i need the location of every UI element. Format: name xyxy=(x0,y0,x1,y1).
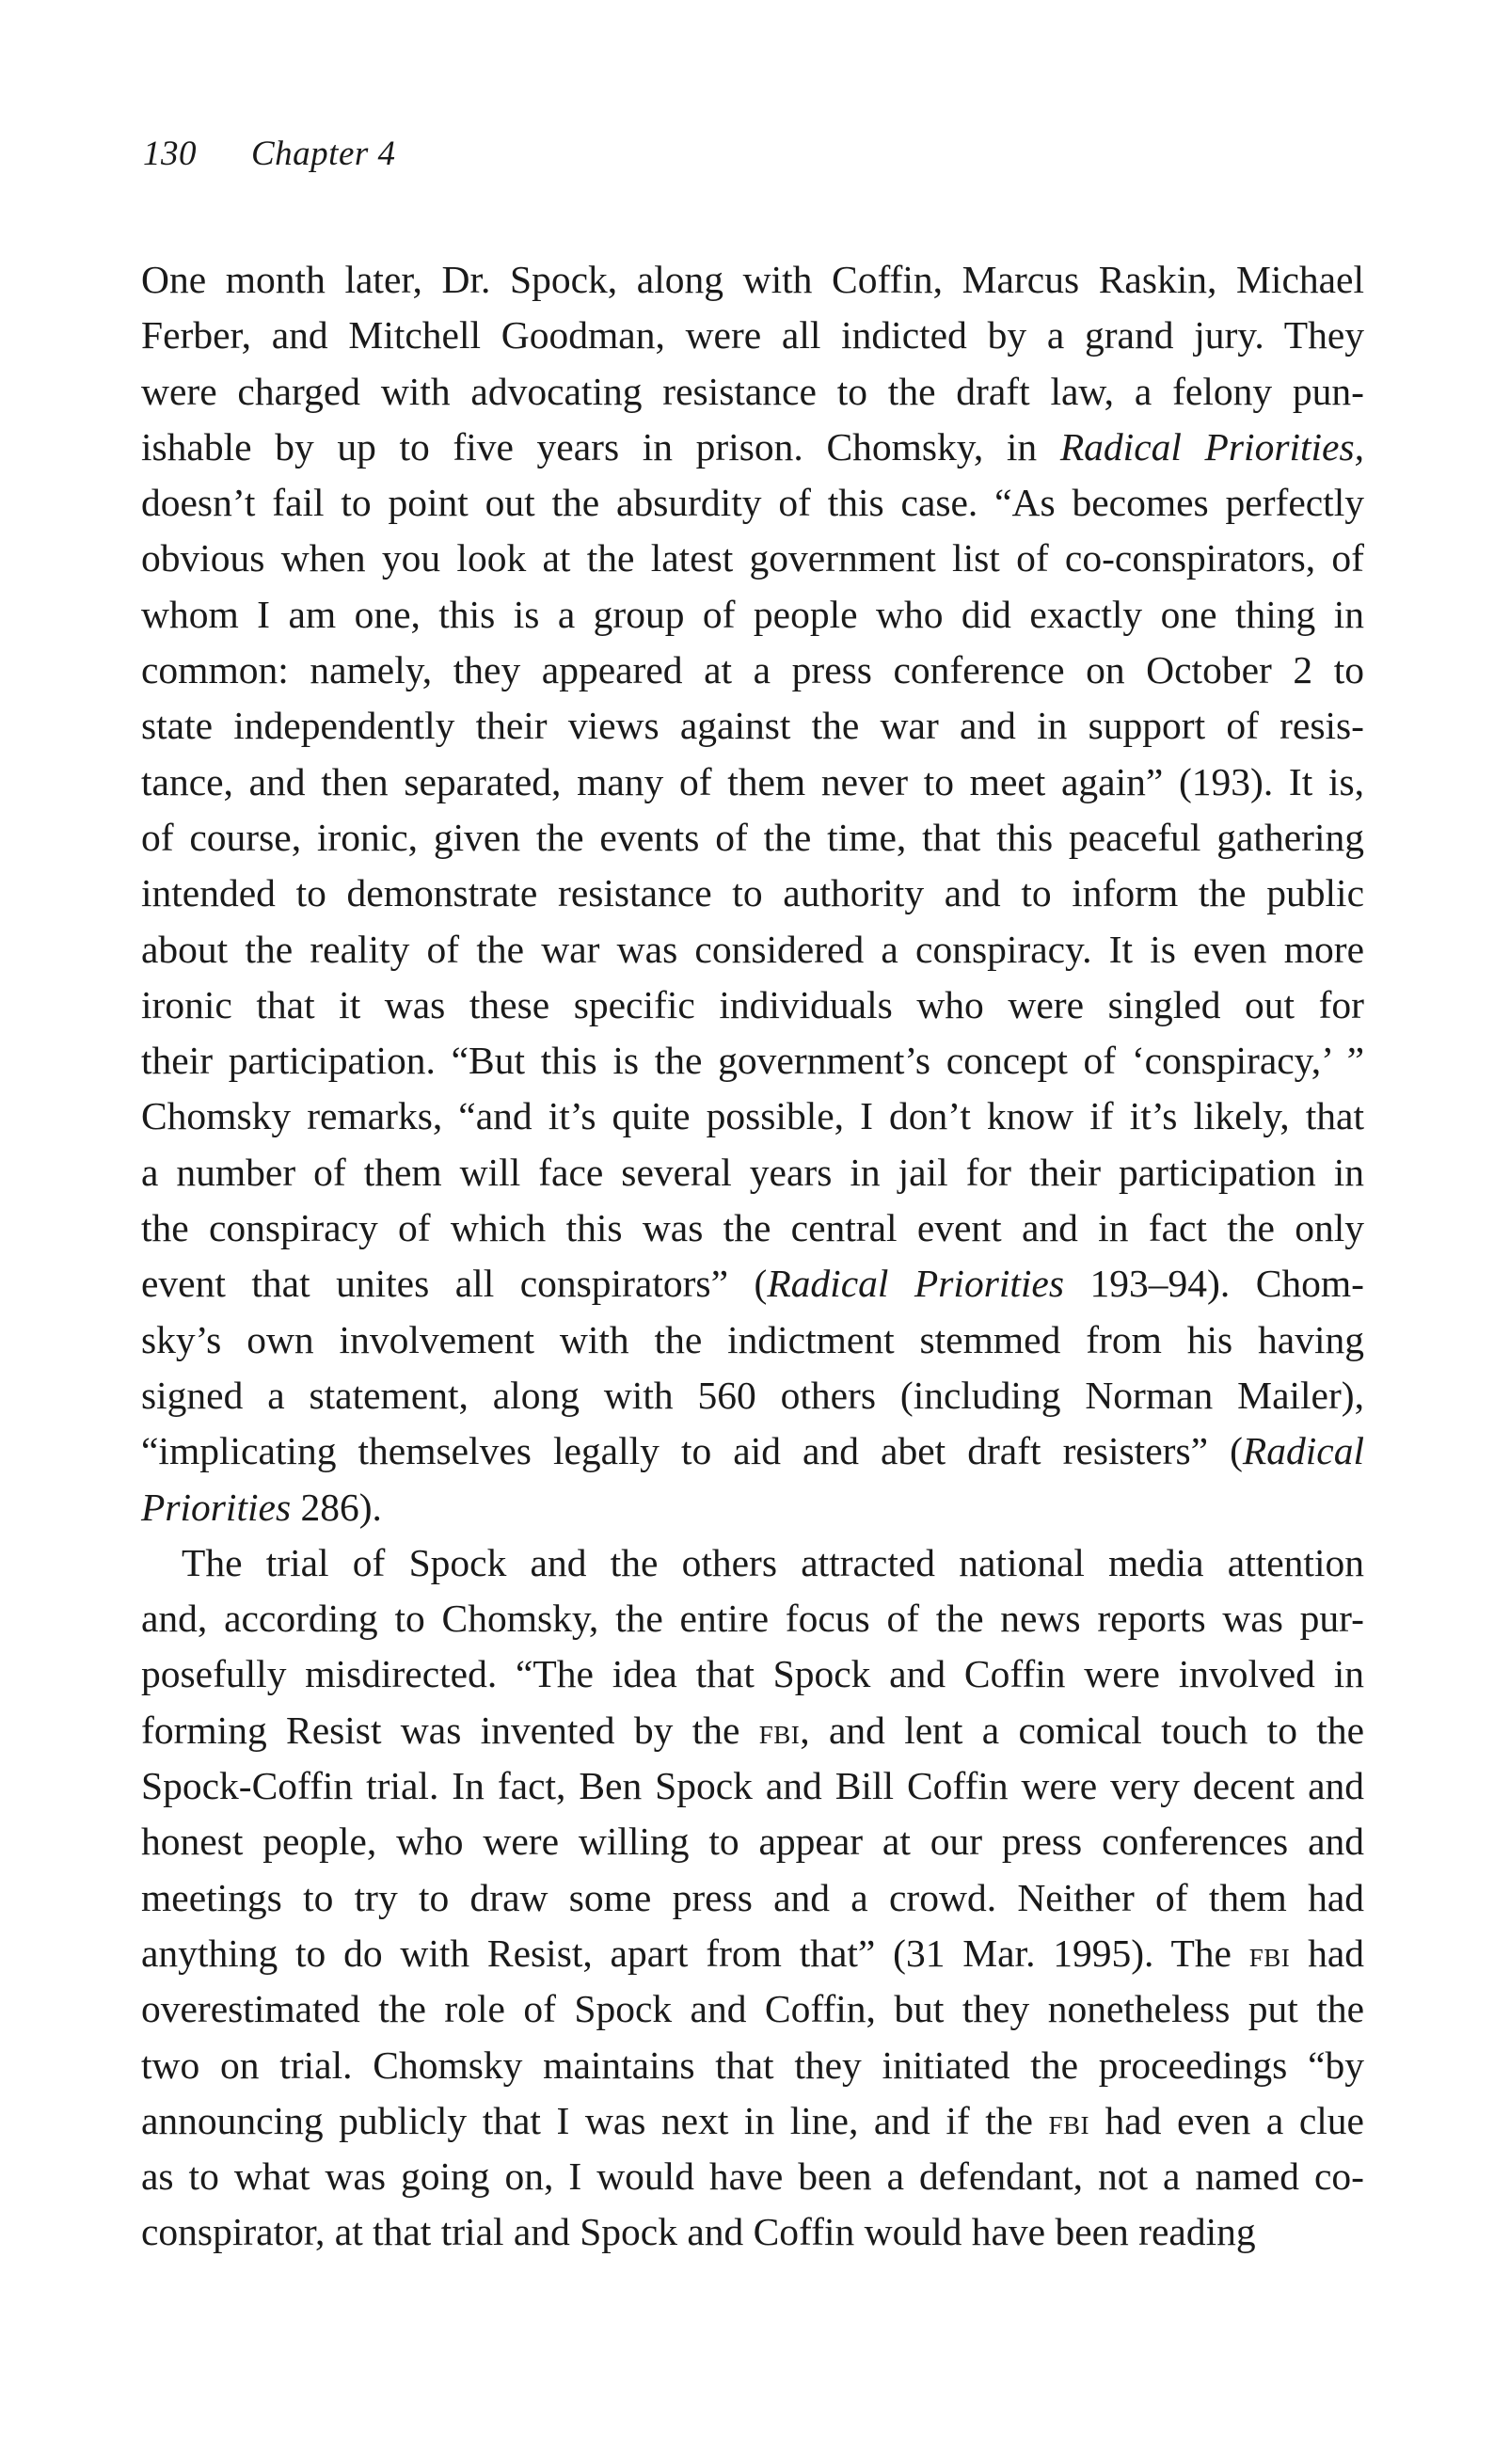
running-header xyxy=(143,134,396,174)
text-segment: intended to demonstrate resistance to authority and to inform the public xyxy=(141,871,1364,915)
text-segment: as to what was going on, I would have been a defendant, not a named co- xyxy=(141,2154,1364,2199)
running-title: Chapter 4 xyxy=(251,135,396,173)
text-segment: The trial of Spock and the others attracted national media attention xyxy=(182,1540,1364,1584)
text-line xyxy=(141,810,1364,866)
text-segment: state independently their views against the war and in support of resis- xyxy=(141,704,1364,748)
page-number: 130 xyxy=(143,135,197,173)
text-segment: of course, ironic, given the events of the time, that this peaceful gathering xyxy=(141,815,1364,859)
text-line xyxy=(141,2038,1364,2093)
text-segment: honest people, who were willing to appear at our press conferences and xyxy=(141,1820,1364,1864)
italic-text: Radical Priorities xyxy=(767,1262,1065,1306)
text-line xyxy=(141,1535,1364,1591)
italic-text: Radical Priorities, xyxy=(1059,424,1364,469)
text-line xyxy=(141,252,1364,308)
text-segment: forming Resist was invented by the xyxy=(141,1708,759,1752)
paragraph xyxy=(141,1535,1364,2261)
text-segment: a number of them will face several years in jail for their participation in xyxy=(141,1150,1364,1194)
text-line xyxy=(141,1200,1364,1256)
text-line xyxy=(141,1646,1364,1702)
text-line xyxy=(141,1814,1364,1869)
text-segment: overestimated the role of Spock and Coffin, but they nonetheless put the xyxy=(141,1987,1364,2031)
text-segment: were charged with advocating resistance to the draft law, a felony pun- xyxy=(141,369,1364,413)
text-line xyxy=(141,1480,1364,1535)
text-segment: “implicating themselves legally to aid and abet draft resisters” ( xyxy=(141,1429,1243,1473)
text-segment: their participation. “But this is the government’s concept of ‘conspiracy,’ ” xyxy=(141,1039,1364,1083)
text-segment: , and lent a comical touch to the xyxy=(800,1708,1364,1752)
text-line xyxy=(141,1256,1364,1311)
text-line xyxy=(141,475,1364,531)
text-line xyxy=(141,1089,1364,1144)
text-segment: common: namely, they appeared at a press conference on October 2 to xyxy=(141,648,1364,692)
text-line xyxy=(141,1703,1364,1758)
text-line xyxy=(141,1368,1364,1423)
text-segment: announcing publicly that I was next in line, and if the xyxy=(141,2098,1049,2142)
italic-text: Radical xyxy=(1242,1429,1364,1473)
text-line xyxy=(141,643,1364,698)
body-text xyxy=(141,252,1364,2261)
text-segment: two on trial. Chomsky maintains that they initiated the proceedings “by xyxy=(141,2043,1364,2087)
text-line xyxy=(141,866,1364,921)
text-segment: Ferber, and Mitchell Goodman, were all indicted by a grand jury. They xyxy=(141,313,1364,358)
text-line xyxy=(141,1033,1364,1089)
text-segment: tance, and then separated, many of them never to meet again” (193). It is, xyxy=(141,759,1364,803)
text-segment: the conspiracy of which this was the central event and in fact the only xyxy=(141,1206,1364,1250)
text-segment: had even a clue xyxy=(1089,2098,1364,2142)
text-line xyxy=(141,531,1364,586)
text-segment: and, according to Chomsky, the entire focus of the news reports was pur- xyxy=(141,1597,1364,1641)
text-line xyxy=(141,2093,1364,2149)
text-line xyxy=(141,1870,1364,1926)
paragraph xyxy=(141,252,1364,1535)
text-segment: anything to do with Resist, apart from that” (31 Mar. 1995). The xyxy=(141,1931,1249,1975)
small-caps-text: fbi xyxy=(758,1711,801,1752)
text-segment: had xyxy=(1290,1931,1364,1975)
text-line xyxy=(141,922,1364,978)
text-segment: 193–94). Chom- xyxy=(1064,1262,1365,1306)
text-segment: about the reality of the war was considered a conspiracy. It is even more xyxy=(141,927,1364,971)
text-segment: ironic that it was these specific individuals who were singled out for xyxy=(141,982,1364,1026)
text-line xyxy=(141,1312,1364,1368)
text-segment: whom I am one, this is a group of people who did exactly one thing in xyxy=(141,592,1364,636)
text-line xyxy=(141,698,1364,754)
text-line xyxy=(141,978,1364,1033)
text-segment: Chomsky remarks, “and it’s quite possible, I don’t know if it’s likely, that xyxy=(141,1094,1364,1138)
text-segment: doesn’t fail to point out the absurdity of this case. “As becomes perfectly xyxy=(141,481,1364,525)
text-line xyxy=(141,364,1364,420)
text-line xyxy=(141,1591,1364,1646)
text-segment: posefully misdirected. “The idea that Spock and Coffin were involved in xyxy=(141,1652,1364,1696)
text-segment: signed a statement, along with 560 others (including Norman Mailer), xyxy=(141,1373,1364,1417)
text-line xyxy=(141,420,1364,475)
text-segment: Spock-Coffin trial. In fact, Ben Spock and Bill Coffin were very decent and xyxy=(141,1764,1364,1808)
text-line xyxy=(141,1423,1364,1479)
text-line xyxy=(141,1145,1364,1200)
italic-text: Priorities xyxy=(141,1485,292,1529)
text-segment: 286). xyxy=(291,1485,382,1529)
text-line xyxy=(141,1981,1364,2037)
text-line xyxy=(141,308,1364,363)
text-segment: meetings to try to draw some press and a crowd. Neither of them had xyxy=(141,1875,1364,1919)
text-segment: obvious when you look at the latest government list of co-conspirators, of xyxy=(141,536,1364,580)
text-line xyxy=(141,587,1364,643)
text-segment: sky’s own involvement with the indictment stemmed from his having xyxy=(141,1317,1364,1361)
text-line xyxy=(141,1926,1364,1981)
small-caps-text: fbi xyxy=(1248,1934,1291,1975)
small-caps-text: fbi xyxy=(1048,2102,1090,2142)
text-line xyxy=(141,2204,1364,2260)
text-segment: One month later, Dr. Spock, along with Coffin, Marcus Raskin, Michael xyxy=(141,258,1364,301)
text-line xyxy=(141,1758,1364,1814)
text-segment: ishable by up to five years in prison. Chomsky, in xyxy=(141,424,1060,469)
text-line xyxy=(141,2149,1364,2204)
text-line xyxy=(141,755,1364,810)
text-segment: conspirator, at that trial and Spock and Coffin would have been reading xyxy=(141,2210,1256,2254)
text-segment: event that unites all conspirators” ( xyxy=(141,1262,768,1306)
